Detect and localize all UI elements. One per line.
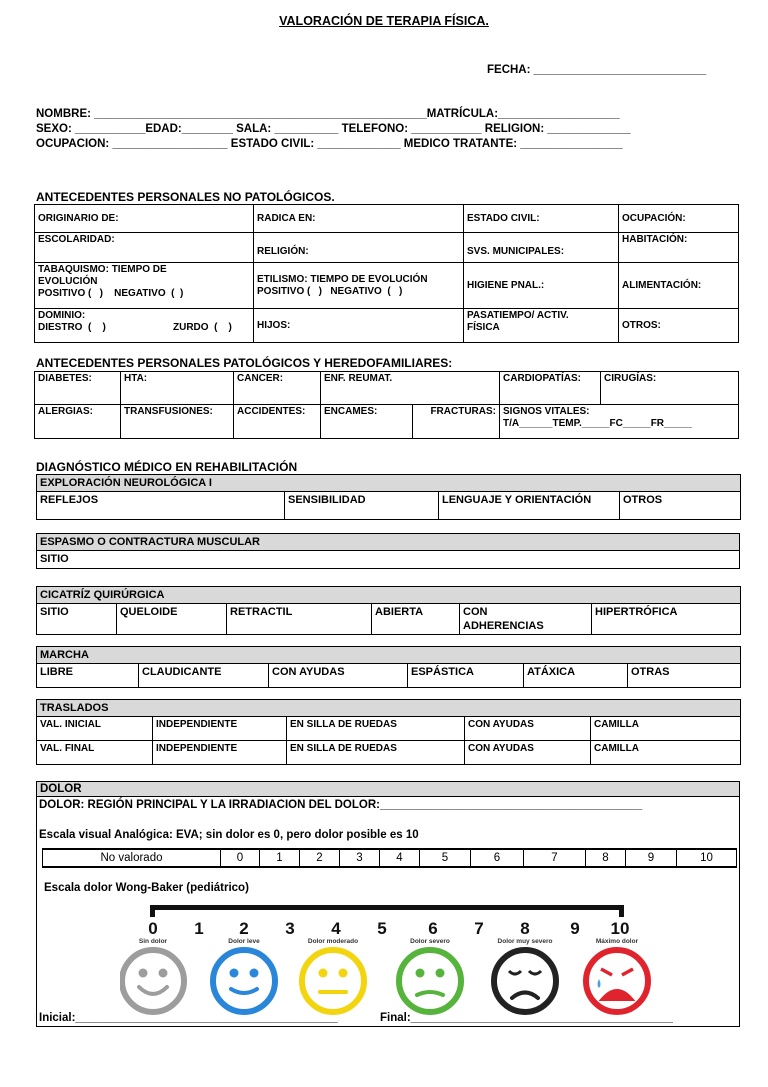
- face-dolor-severo-icon: [399, 950, 461, 1012]
- cell-alimentacion[interactable]: ALIMENTACIÓN:: [619, 263, 739, 309]
- pasatiempo-line2: FÍSICA: [467, 322, 500, 333]
- tabaquismo-line2: EVOLUCIÓN: [38, 276, 98, 287]
- diestro-option[interactable]: DIESTRO ( ): [38, 322, 106, 333]
- cell-encames[interactable]: ENCAMES:: [321, 405, 413, 439]
- table-no-patologicos: [34, 204, 739, 343]
- wong-baker-title: Escala dolor Wong-Baker (pediátrico): [44, 882, 249, 894]
- wong-label-8: Dolor muy severo: [497, 938, 553, 945]
- section-title-patologicos: ANTECEDENTES PERSONALES PATOLÓGICOS Y HEREDOFAMILIARES:: [36, 356, 453, 370]
- eva-6[interactable]: 6: [471, 849, 524, 867]
- eva-1[interactable]: 1: [260, 849, 300, 867]
- wong-num-10: 10: [610, 919, 630, 938]
- dominio-label: DOMINIO:: [38, 310, 86, 321]
- dolor-region-field[interactable]: DOLOR: REGIÓN PRINCIPAL Y LA IRRADIACION DEL DOLOR:_________________________________________: [39, 799, 643, 811]
- cell-espasmo-sitio[interactable]: SITIO: [37, 551, 740, 569]
- adherencias-label: ADHERENCIAS: [463, 620, 544, 632]
- cell-enf-reumat[interactable]: ENF. REUMAT.: [321, 372, 500, 405]
- cell-cicatriz-sitio[interactable]: SITIO: [37, 604, 117, 635]
- cell-alergias[interactable]: ALERGIAS:: [35, 405, 121, 439]
- zurdo-option[interactable]: ZURDO ( ): [173, 322, 232, 333]
- signos-fields: T/A______TEMP._____FC_____FR_____: [503, 418, 692, 429]
- cell-queloide[interactable]: QUELOIDE: [117, 604, 227, 635]
- cell-religion[interactable]: RELIGIÓN:: [254, 233, 464, 263]
- wong-num-3: 3: [285, 919, 295, 938]
- cell-transfusiones[interactable]: TRANSFUSIONES:: [121, 405, 234, 439]
- header-line-nombre[interactable]: NOMBRE: ____________________________________________________MATRÍCULA:___________________: [36, 108, 620, 120]
- eva-no-valorado[interactable]: No valorado: [43, 849, 221, 867]
- cell-con-ayudas-marcha[interactable]: CON AYUDAS: [269, 664, 408, 688]
- face-dolor-moderado-icon: [302, 950, 364, 1012]
- cell-escolaridad[interactable]: ESCOLARIDAD:: [35, 233, 254, 263]
- cell-libre[interactable]: LIBRE: [37, 664, 139, 688]
- wong-num-5: 5: [377, 919, 387, 938]
- wong-num-6: 6: [428, 919, 438, 938]
- wong-label-6: Dolor severo: [410, 938, 450, 945]
- wong-label-10: Máximo dolor: [595, 938, 639, 945]
- cell-abierta[interactable]: ABIERTA: [372, 604, 460, 635]
- signos-title: SIGNOS VITALES:: [503, 406, 590, 417]
- cell-ini-silla[interactable]: EN SILLA DE RUEDAS: [287, 717, 465, 741]
- eva-0[interactable]: 0: [221, 849, 260, 867]
- table-marcha: [36, 646, 741, 688]
- cell-otros-neuro[interactable]: OTROS: [620, 492, 741, 520]
- cell-cirugias[interactable]: CIRUGÍAS:: [601, 372, 739, 405]
- wong-num-8: 8: [520, 919, 530, 938]
- cell-habitacion[interactable]: HABITACIÓN:: [619, 233, 739, 263]
- pasatiempo-line1: PASATIEMPO/ ACTIV.: [467, 310, 569, 321]
- final-field[interactable]: Final:_________________________________________: [380, 1012, 673, 1024]
- marcha-header: MARCHA: [37, 647, 741, 664]
- cell-otros[interactable]: OTROS:: [619, 309, 739, 343]
- cell-hipertrofica[interactable]: HIPERTRÓFICA: [592, 604, 741, 635]
- cell-svs-municipales[interactable]: SVS. MUNICIPALES:: [464, 233, 619, 263]
- traslados-header: TRASLADOS: [37, 700, 741, 717]
- cell-dominio[interactable]: [35, 309, 254, 343]
- section-title-diagnostico: DIAGNÓSTICO MÉDICO EN REHABILITACIÓN: [36, 460, 298, 474]
- cell-val-inicial: VAL. INICIAL: [37, 717, 153, 741]
- cell-originario[interactable]: ORIGINARIO DE:: [35, 205, 254, 233]
- tabaquismo-line3: POSITIVO ( ) NEGATIVO ( ): [38, 288, 184, 299]
- wong-label-4: Dolor moderado: [307, 938, 359, 945]
- wong-label-2: Dolor leve: [228, 938, 260, 945]
- table-patologicos: [34, 371, 739, 439]
- cell-ini-con-ayudas[interactable]: CON AYUDAS: [465, 717, 591, 741]
- wong-num-0: 0: [148, 919, 158, 938]
- cell-fin-con-ayudas[interactable]: CON AYUDAS: [465, 741, 591, 765]
- eva-9[interactable]: 9: [626, 849, 677, 867]
- wong-ruler: [150, 905, 624, 917]
- cell-ini-independiente[interactable]: INDEPENDIENTE: [153, 717, 287, 741]
- wong-num-2: 2: [239, 919, 249, 938]
- cell-hta[interactable]: HTA:: [121, 372, 234, 405]
- cell-espastica[interactable]: ESPÁSTICA: [408, 664, 524, 688]
- cell-radica[interactable]: RADICA EN:: [254, 205, 464, 233]
- face-dolor-muy-severo-icon: [494, 950, 556, 1012]
- eva-4[interactable]: 4: [380, 849, 420, 867]
- cell-ataxica[interactable]: ATÁXICA: [524, 664, 628, 688]
- tabaquismo-line1: TABAQUISMO: TIEMPO DE: [38, 264, 167, 275]
- face-sin-dolor-icon: [122, 950, 184, 1012]
- cell-diabetes[interactable]: DIABETES:: [35, 372, 121, 405]
- con-label: CON: [463, 606, 488, 618]
- cell-tabaquismo[interactable]: [35, 263, 254, 309]
- inicial-field[interactable]: Inicial:_________________________________________: [39, 1012, 338, 1024]
- cell-hijos[interactable]: HIJOS:: [254, 309, 464, 343]
- cicatriz-header: CICATRÍZ QUIRÚRGICA: [37, 587, 741, 604]
- cell-fin-silla[interactable]: EN SILLA DE RUEDAS: [287, 741, 465, 765]
- table-traslados: [36, 699, 741, 765]
- etilismo-line2: POSITIVO ( ) NEGATIVO ( ): [257, 285, 403, 297]
- header-line-ocupacion[interactable]: OCUPACION: __________________ ESTADO CIVIL: _____________ MEDICO TRATANTE: ________________: [36, 138, 623, 150]
- cell-ocupacion[interactable]: OCUPACIÓN:: [619, 205, 739, 233]
- cell-fin-camilla[interactable]: CAMILLA: [591, 741, 741, 765]
- cell-otras-marcha[interactable]: OTRAS: [628, 664, 741, 688]
- eva-8[interactable]: 8: [586, 849, 626, 867]
- wong-label-0: Sin dolor: [138, 938, 168, 945]
- cell-lenguaje[interactable]: LENGUAJE Y ORIENTACIÓN: [439, 492, 620, 520]
- header-line-sexo[interactable]: SEXO: ___________EDAD:________ SALA: __________ TELEFONO: ___________ RELIGION: _____________: [36, 123, 631, 135]
- face-dolor-leve-icon: [213, 950, 275, 1012]
- cell-pasatiempo[interactable]: [464, 309, 619, 343]
- cell-higiene[interactable]: HIGIENE PNAL.:: [464, 263, 619, 309]
- cell-retractil[interactable]: RETRACTIL: [227, 604, 372, 635]
- cell-val-final: VAL. FINAL: [37, 741, 153, 765]
- eva-title: Escala visual Analógica: EVA; sin dolor es 0, pero dolor posible es 10: [39, 829, 419, 841]
- wong-num-1: 1: [194, 919, 204, 938]
- wong-baker-scale: [120, 895, 680, 1020]
- wong-num-7: 7: [474, 919, 484, 938]
- cell-cardiopatias[interactable]: CARDIOPATÍAS:: [500, 372, 601, 405]
- cell-cancer[interactable]: CANCER:: [234, 372, 321, 405]
- cell-estado-civil[interactable]: ESTADO CIVIL:: [464, 205, 619, 233]
- cell-etilismo[interactable]: [254, 263, 464, 309]
- table-cicatriz: [36, 586, 741, 635]
- eva-10[interactable]: 10: [677, 849, 737, 867]
- eva-5[interactable]: 5: [420, 849, 471, 867]
- etilismo-line1: ETILISMO: TIEMPO DE EVOLUCIÓN: [257, 273, 428, 285]
- cell-fin-independiente[interactable]: INDEPENDIENTE: [153, 741, 287, 765]
- table-neurologica: [36, 474, 741, 520]
- wong-num-4: 4: [331, 919, 341, 938]
- eva-scale: [42, 848, 737, 868]
- cell-fracturas[interactable]: FRACTURAS:: [413, 405, 500, 439]
- espasmo-header: ESPASMO O CONTRACTURA MUSCULAR: [37, 534, 740, 551]
- eva-7[interactable]: 7: [524, 849, 586, 867]
- page-title: VALORACIÓN DE TERAPIA FÍSICA.: [279, 14, 489, 28]
- cell-accidentes[interactable]: ACCIDENTES:: [234, 405, 321, 439]
- face-maximo-dolor-icon: [586, 950, 648, 1012]
- section-title-no-patologicos: ANTECEDENTES PERSONALES NO PATOLÓGICOS.: [36, 190, 335, 204]
- cell-ini-camilla[interactable]: CAMILLA: [591, 717, 741, 741]
- table-espasmo: [36, 533, 740, 569]
- neuro-header: EXPLORACIÓN NEUROLÓGICA I: [37, 475, 741, 492]
- cell-reflejos[interactable]: REFLEJOS: [37, 492, 285, 520]
- cell-sensibilidad[interactable]: SENSIBILIDAD: [285, 492, 439, 520]
- wong-num-9: 9: [570, 919, 580, 938]
- cell-signos-vitales[interactable]: [500, 405, 739, 439]
- eva-2[interactable]: 2: [300, 849, 340, 867]
- eva-3[interactable]: 3: [340, 849, 380, 867]
- fecha-field[interactable]: FECHA: ___________________________: [487, 64, 707, 76]
- cell-con-adherencias[interactable]: [460, 604, 592, 635]
- dolor-header: DOLOR: [37, 782, 739, 797]
- cell-claudicante[interactable]: CLAUDICANTE: [139, 664, 269, 688]
